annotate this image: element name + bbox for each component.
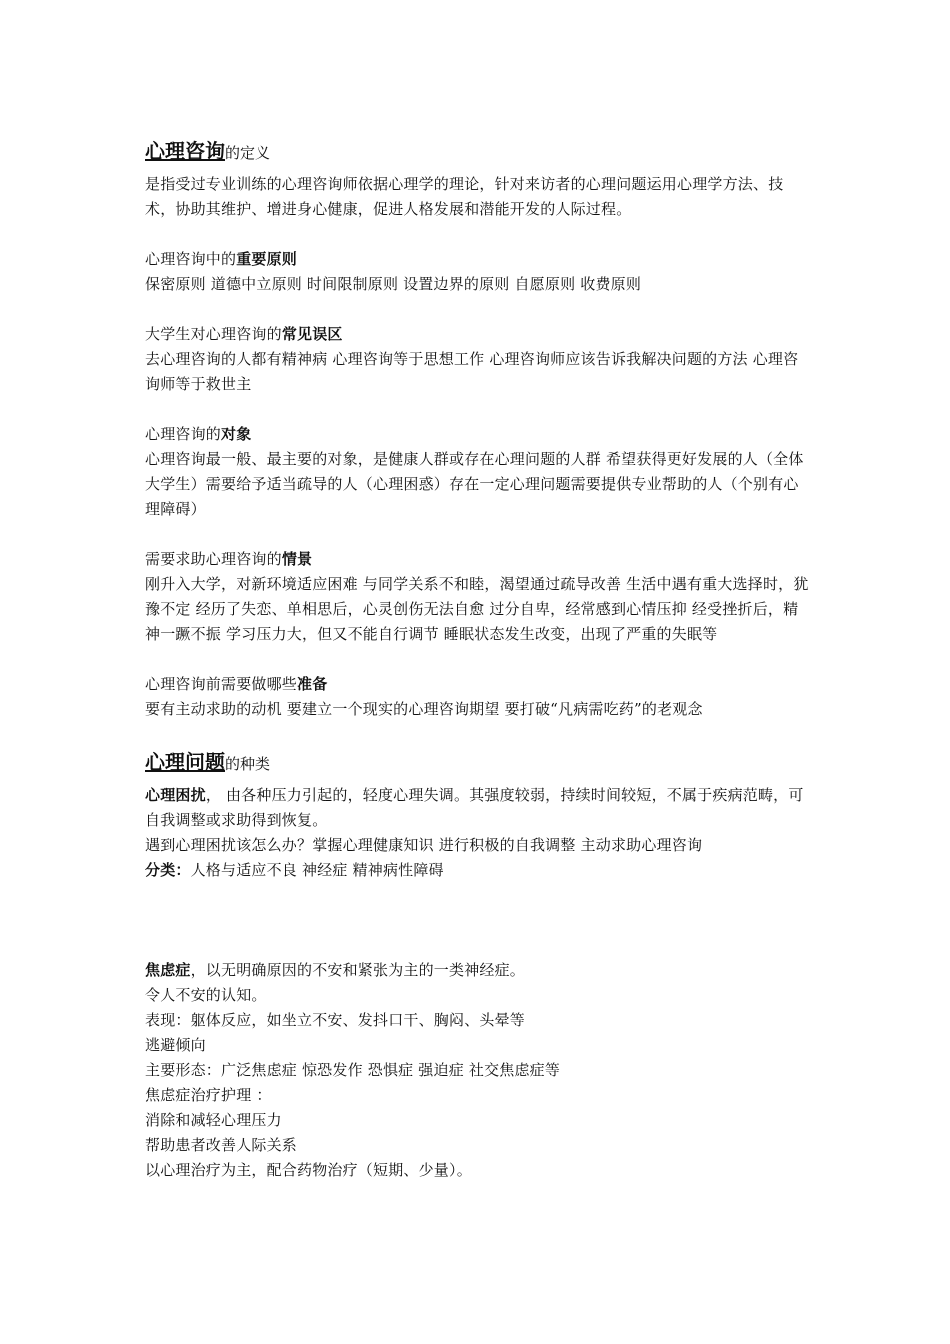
anxiety-line: 主要形态：广泛焦虑症 惊恐发作 恐惧症 强迫症 社交焦虑症等: [145, 1061, 561, 1079]
document-content: [145, 136, 810, 1183]
myths-text: 去心理咨询的人都有精神病 心理咨询等于思想工作 心理咨询师应该告诉我解决问题的方法 心理咨询师等于救世主: [145, 350, 799, 393]
coping-line: 遇到心理困扰该怎么办？掌握心理健康知识 进行积极的自我调整 主动求助心理咨询: [145, 836, 703, 854]
heading-problem-types: [145, 747, 810, 779]
situations-heading: 需要求助心理咨询的情景: [145, 550, 313, 568]
objects-text: 心理咨询最一般、最主要的对象，是健康人群或存在心理问题的人群 希望获得更好发展的人（全体大学生）需要给予适当疏导的人（心理困惑）存在一定心理问题需要提供专业帮助的人（个别有心理障碍）: [145, 450, 804, 518]
preparation-heading: 心理咨询前需要做哪些准备: [145, 675, 328, 693]
principles-heading: 心理咨询中的重要原则: [145, 250, 298, 268]
heading-counseling-definition: [145, 136, 810, 168]
anxiety-line: 消除和减轻心理压力: [145, 1111, 282, 1129]
heading-rest: 的定义: [225, 144, 271, 162]
anxiety-line: 令人不安的认知。: [145, 986, 267, 1004]
anxiety-line: 焦虑症治疗护理 ：: [145, 1086, 272, 1104]
principles-text: 保密原则 道德中立原则 时间限制原则 设置边界的原则 自愿原则 收费原则: [145, 275, 642, 293]
classification-line: 分类：人格与适应不良 神经症 精神病性障碍: [145, 861, 444, 879]
anxiety-definition: 焦虑症，以无明确原因的不安和紧张为主的一类神经症。: [145, 961, 526, 979]
anxiety-line: 表现：躯体反应，如坐立不安、发抖口干、胸闷、头晕等: [145, 1011, 526, 1029]
definition-paragraph: 是指受过专业训练的心理咨询师依据心理学的理论，针对来访者的心理问题运用心理学方法、技术，协助其维护、增进身心健康，促进人格发展和潜能开发的人际过程。: [145, 175, 784, 218]
preparation-text: 要有主动求助的动机 要建立一个现实的心理咨询期望 要打破“凡病需吃药”的老观念: [145, 700, 703, 718]
anxiety-line: 以心理治疗为主，配合药物治疗（短期、少量）。: [145, 1161, 472, 1179]
anxiety-line: 帮助患者改善人际关系: [145, 1136, 298, 1154]
objects-heading: 心理咨询的对象: [145, 425, 252, 443]
anxiety-line: 逃避倾向: [145, 1036, 206, 1054]
situations-text: 刚升入大学，对新环境适应困难 与同学关系不和睦，渴望通过疏导改善 生活中遇有重大选择时，犹豫不定 经历了失恋、单相思后，心灵创伤无法自愈 过分自卑，经常感到心情压抑 经受挫折后，精神一蹶不振 学习压力大，但又不能自行调节 睡眠状态发生改变，出现了严重的失眠等: [145, 575, 809, 643]
heading-bold: 心理问题: [145, 750, 225, 774]
heading-bold: 心理咨询: [145, 139, 225, 163]
heading-rest: 的种类: [225, 755, 271, 773]
myths-heading: 大学生对心理咨询的常见误区: [145, 325, 343, 343]
trouble-paragraph: 心理困扰， 由各种压力引起的，轻度心理失调。其强度较弱，持续时间较短，不属于疾病范畴，可自我调整或求助得到恢复。: [145, 786, 804, 829]
